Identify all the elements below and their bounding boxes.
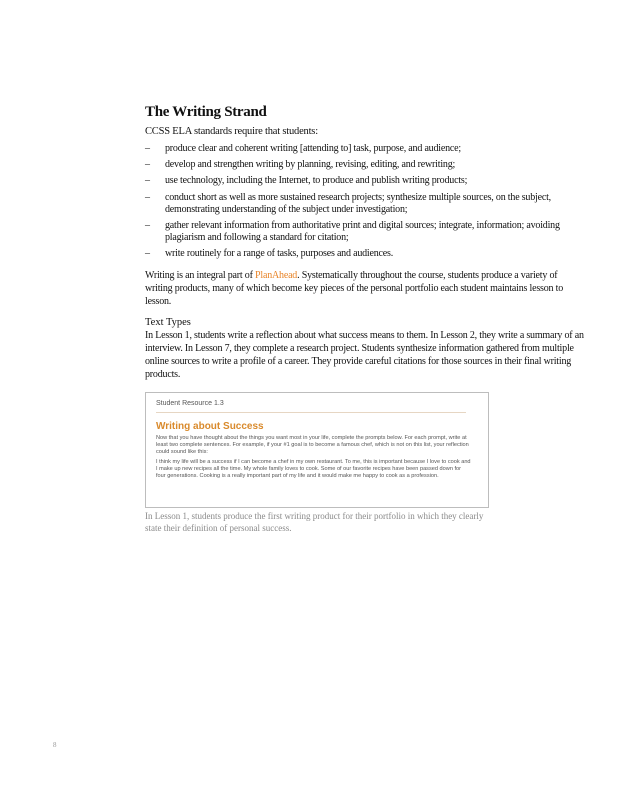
bullet-dash: – [145,191,150,203]
list-item: – gather relevant information from authoritative print and digital sources; integrate, information; avoiding plagiarism and following a standard for citation; [145,220,560,244]
list-item: – produce clear and coherent writing [attending to] task, purpose, and audience; [145,143,461,154]
resource-title: Writing about Success [156,421,264,432]
bullet-dash: – [145,220,150,232]
page-number: 8 [53,741,57,749]
standards-intro: CCSS ELA standards require that students: [145,126,318,137]
bullet-dash: – [145,143,150,154]
student-resource-image [145,392,489,508]
bullet-dash: – [145,159,150,171]
resource-divider [156,412,466,413]
bullet-dash: – [145,175,150,187]
list-item: – develop and strengthen writing by planning, revising, editing, and rewriting; [145,159,456,171]
page-heading: The Writing Strand [145,104,267,120]
text-types-heading: Text Types [145,316,191,328]
text-types-paragraph: In Lesson 1, students write a reflection about what success means to them. In Lesson 2, they write a summary of an interview. In Lesson 7, they complete a research project. Students synthesize information gathered from multiple online sources to write a profile of a career. They provide careful citations for those sources in their final writing products. [145,329,584,380]
writing-paragraph: Writing is an integral part of PlanAhead. Systematically throughout the course, students produce a variety of writing products, many of which become key pieces of the personal portfolio each student maintains lesson to lesson. [145,269,564,307]
figure-caption: In Lesson 1, students produce the first writing product for their portfolio in which they clearly state their definition of personal success. [145,511,484,533]
bullet-dash: – [145,248,150,260]
list-item: – conduct short as well as more sustained research projects; synthesize multiple sources, on the subject, demonstrating understanding of the subject under investigation; [145,191,551,215]
main-content [145,104,585,389]
planahead-brand: PlanAhead [255,269,298,281]
resource-label: Student Resource 1.3 [156,400,224,407]
standards-list [145,143,585,261]
resource-instructions: Now that you have thought about the things you want most in your life, complete the prompts below. For each prompt, write at least two complete sentences. For example, if your #1 goal is to become a famous chef, which is not on this list, your reflection could sound like this: [156,435,469,456]
list-item: – write routinely for a range of tasks, purposes and audiences. [145,248,394,260]
list-item: – use technology, including the Internet, to produce and publish writing products; [145,175,468,187]
resource-example: I think my life will be a success if I can become a chef in my own restaurant. To me, this is important because I love to cook and I make up new recipes all the time. My whole family loves to cook. Some of our favorite recipes have been passed down for four generations. Cooking is a really important part of my life and it would make me happy to cook as a profession. [156,459,471,480]
